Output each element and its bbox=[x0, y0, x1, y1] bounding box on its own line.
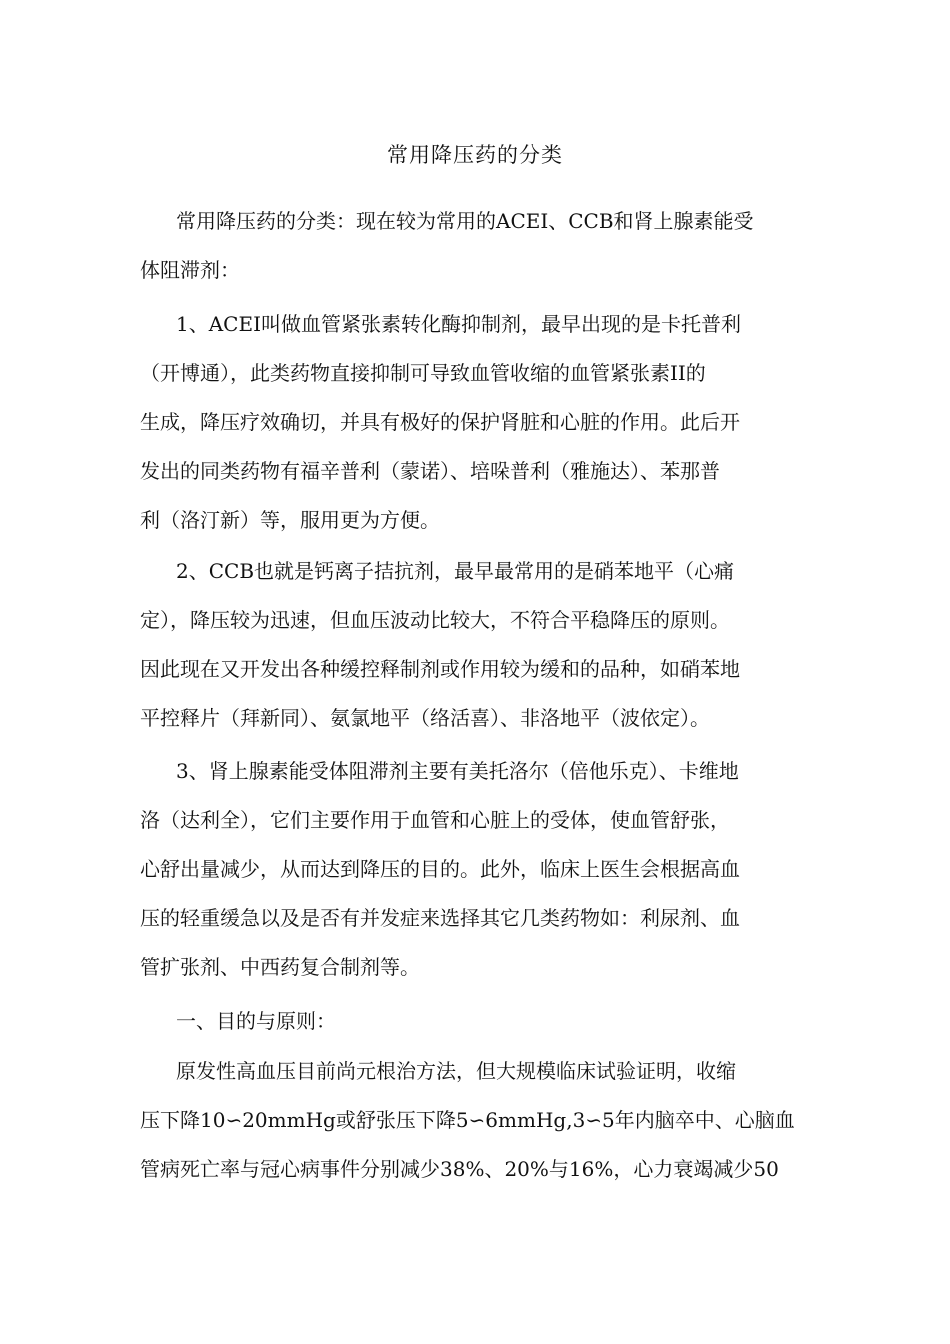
paragraph-line: 原发性高血压目前尚元根治方法，但大规模临床试验证明，收缩 bbox=[176, 1059, 736, 1083]
paragraph-line: 因此现在又开发出各种缓控释制剂或作用较为缓和的品种，如硝苯地 bbox=[140, 657, 740, 681]
paragraph-line: 常用降压药的分类：现在较为常用的ACEI、CCB和肾上腺素能受 bbox=[176, 209, 754, 233]
paragraph-line: 平控释片（拜新同）、氨氯地平（络活喜）、非洛地平（波依定）。 bbox=[140, 706, 710, 730]
paragraph-line: 压的轻重缓急以及是否有并发症来选择其它几类药物如：利尿剂、血 bbox=[140, 906, 740, 930]
paragraph-line: 利（洛汀新）等，服用更为方便。 bbox=[140, 508, 440, 532]
paragraph-line: 定），降压较为迅速，但血压波动比较大，不符合平稳降压的原则。 bbox=[140, 608, 730, 632]
paragraph-line: 生成，降压疗效确切，并具有极好的保护肾脏和心脏的作用。此后开 bbox=[140, 410, 740, 434]
paragraph-line: 1、ACEI叫做血管紧张素转化酶抑制剂，最早出现的是卡托普利 bbox=[176, 312, 741, 336]
section-heading: 一、目的与原则： bbox=[176, 1009, 336, 1033]
paragraph-line: 管病死亡率与冠心病事件分别减少38%、20%与16%，心力衰竭减少50 bbox=[140, 1157, 779, 1181]
paragraph-line: 洛（达利全），它们主要作用于血管和心脏上的受体，使血管舒张， bbox=[140, 808, 730, 832]
document-title: 常用降压药的分类 bbox=[387, 143, 563, 167]
paragraph-line: 2、CCB也就是钙离子拮抗剂，最早最常用的是硝苯地平（心痛 bbox=[176, 559, 735, 583]
paragraph-line: （开博通），此类药物直接抑制可导致血管收缩的血管紧张素II的 bbox=[140, 361, 706, 385]
paragraph-line: 体阻滞剂： bbox=[140, 258, 240, 282]
paragraph-line: 心舒出量减少，从而达到降压的目的。此外，临床上医生会根据高血 bbox=[140, 857, 740, 881]
paragraph-line: 压下降10∽20mmHg或舒张压下降5∽6mmHg,3∽5年内脑卒中、心脑血 bbox=[140, 1108, 795, 1132]
paragraph-line: 3、肾上腺素能受体阻滞剂主要有美托洛尔（倍他乐克）、卡维地 bbox=[176, 759, 739, 783]
paragraph-line: 发出的同类药物有福辛普利（蒙诺）、培哚普利（雅施达）、苯那普 bbox=[140, 459, 720, 483]
paragraph-line: 管扩张剂、中西药复合制剂等。 bbox=[140, 955, 420, 979]
